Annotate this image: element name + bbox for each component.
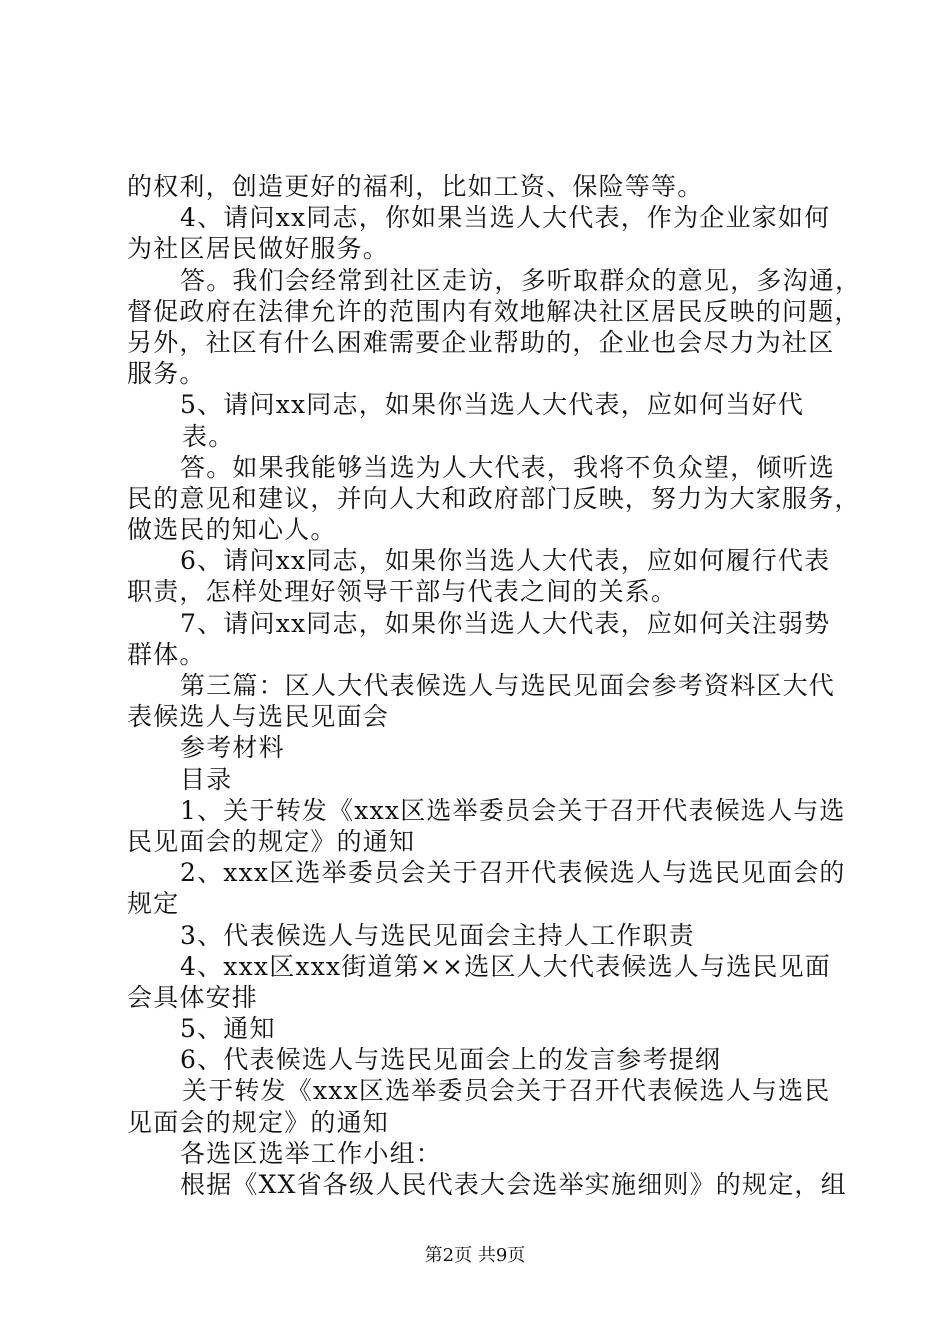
text-line: 民见面会的规定》的通知 (127, 826, 416, 856)
text-line: 表候选人与选民见面会 (127, 702, 390, 732)
text-line: 2、xxx区选举委员会关于召开代表候选人与选民见面会的 (180, 858, 846, 888)
text-line: 根据《XX省各级人民代表大会选举实施细则》的规定，组 (180, 1170, 847, 1199)
text-line: 7、请问xx同志，如果你当选人大代表，应如何关注弱势 (180, 608, 831, 638)
text-line: 答。我们会经常到社区走访，多听取群众的意见，多沟通， (180, 265, 862, 295)
text-line: 第三篇：区人大代表候选人与选民见面会参考资料区大代 (180, 671, 836, 700)
document-body (127, 171, 862, 1200)
text-line: 5、请问xx同志，如果你当选人大代表，应如何当好代 (180, 390, 805, 420)
text-line: 4、请问xx同志，你如果当选人大代表，作为企业家如何 (180, 203, 831, 233)
text-line: 见面会的规定》的通知 (127, 1107, 390, 1137)
text-line: 3、代表候选人与选民见面会主持人工作职责 (180, 920, 695, 950)
text-line: 职责，怎样处理好领导干部与代表之间的关系。 (127, 577, 678, 607)
text-line: 规定 (127, 889, 180, 919)
text-line: 另外，社区有什么困难需要企业帮助的，企业也会尽力为社区 (127, 327, 835, 357)
text-line: 4、xxx区xxx街道第××选区人大代表候选人与选民见面 (180, 951, 831, 981)
text-line: 1、关于转发《xxx区选举委员会关于召开代表候选人与选 (180, 795, 846, 825)
text-line: 督促政府在法律允许的范围内有效地解决社区居民反映的问题， (127, 296, 861, 326)
text-line: 关于转发《xxx区选举委员会关于召开代表候选人与选民 (182, 1076, 831, 1106)
text-line: 会具体安排 (127, 982, 259, 1012)
text-line: 5、通知 (180, 1014, 276, 1044)
text-line: 为社区居民做好服务。 (127, 234, 390, 264)
text-line: 的权利，创造更好的福利，比如工资、保险等等。 (127, 172, 704, 201)
text-line: 6、代表候选人与选民见面会上的发言参考提纲 (180, 1045, 722, 1075)
text-line: 表。 (182, 421, 235, 451)
text-line: 群体。 (127, 639, 206, 669)
text-line: 民的意见和建议，并向人大和政府部门反映，努力为大家服务， (127, 483, 861, 513)
text-line: 参考材料 (180, 733, 285, 763)
text-line: 答。如果我能够当选为人大代表，我将不负众望，倾听选 (180, 452, 836, 482)
page-footer: 第2页 共9页 (424, 1245, 526, 1266)
text-line: 6、请问xx同志，如果你当选人大代表，应如何履行代表 (180, 546, 831, 576)
text-line: 服务。 (127, 359, 206, 389)
text-line: 各选区选举工作小组： (180, 1138, 443, 1168)
text-line: 目录 (180, 764, 233, 794)
text-line: 做选民的知心人。 (127, 515, 337, 545)
